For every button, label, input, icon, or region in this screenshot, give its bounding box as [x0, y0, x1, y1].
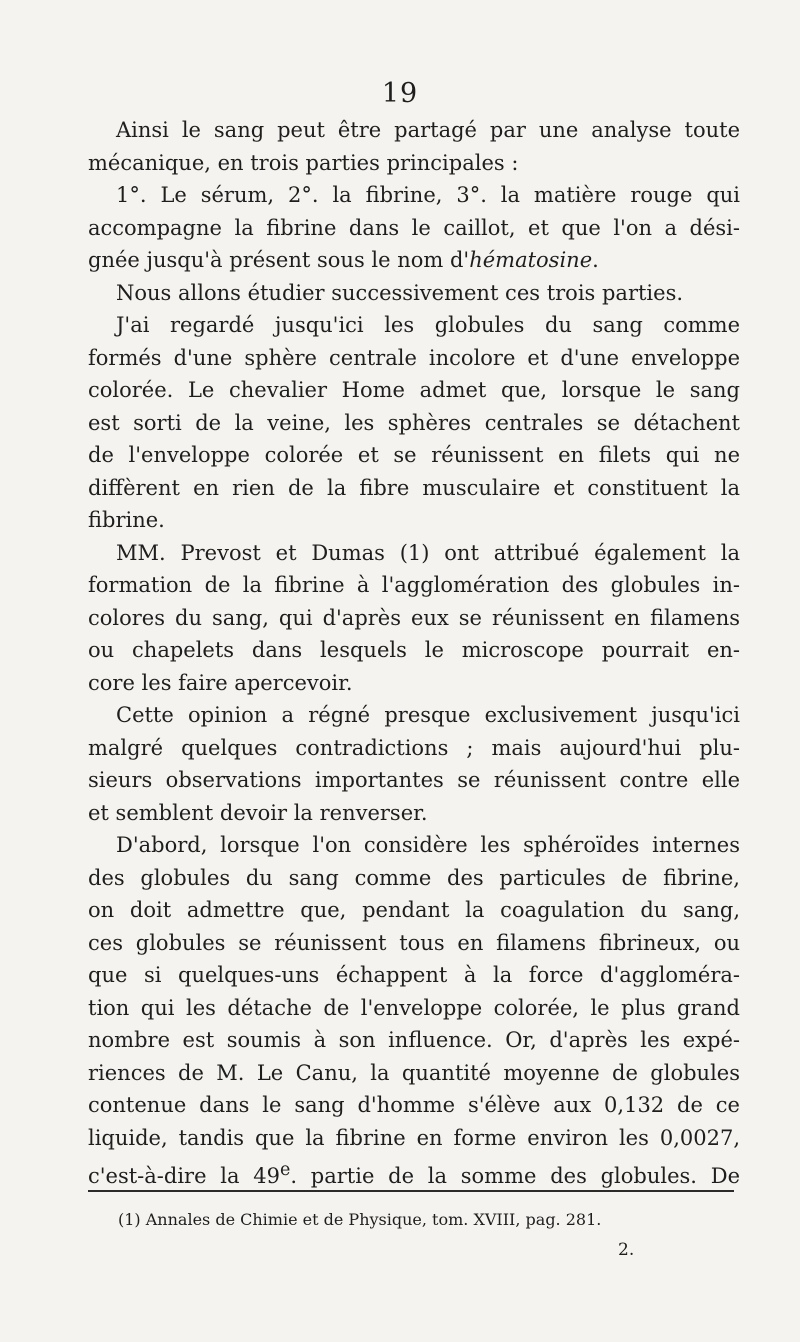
- text-line: liquide, tandis que la fibrine en forme environ les 0,0027,: [88, 1125, 740, 1150]
- page-number: 19: [381, 78, 419, 109]
- text-line: Nous allons étudier successivement ces trois parties.: [116, 280, 684, 305]
- text-line: tion qui les détache de l'enveloppe colorée, le plus grand: [88, 995, 740, 1020]
- text-fragment: c'est-à-dire la 49: [88, 1164, 280, 1188]
- text-line: MM. Prevost et Dumas (1) ont attribué également la: [116, 540, 740, 565]
- text-line: core les faire apercevoir.: [88, 670, 353, 695]
- text-line: [88, 244, 740, 277]
- text-line: contenue dans le sang d'homme s'élève aux 0,132 de ce: [88, 1093, 740, 1117]
- text-line: sieurs observations importantes se réunissent contre elle: [88, 768, 740, 792]
- text-line: et semblent devoir la renverser.: [88, 800, 428, 825]
- signature-mark: 2.: [618, 1240, 635, 1260]
- text-line: fibrine.: [88, 508, 165, 532]
- text-line: malgré quelques contradictions ; mais aujourd'hui plu-: [88, 735, 740, 760]
- text-line: ces globules se réunissent tous en filamens fibrineux, ou: [88, 930, 740, 955]
- text-line: est sorti de la veine, les sphères centrales se détachent: [88, 410, 740, 435]
- text-line: mécanique, en trois parties principales :: [88, 150, 519, 175]
- text-line: J'ai regardé jusqu'ici les globules du sang comme: [116, 313, 740, 337]
- text-line: que si quelques-uns échappent à la force d'aggloméra-: [88, 963, 740, 987]
- text-fragment: .: [592, 248, 599, 272]
- text-line: on doit admettre que, pendant la coagulation du sang,: [88, 898, 740, 922]
- text-line: colorée. Le chevalier Home admet que, lorsque le sang: [88, 378, 740, 402]
- italic-term: hématosine: [469, 248, 593, 272]
- text-fragment: gnée jusqu'à présent sous le nom d': [88, 248, 470, 272]
- text-line: colores du sang, qui d'après eux se réunissent en filamens: [88, 605, 740, 630]
- text-fragment: . partie de la somme des globules. De: [290, 1164, 741, 1188]
- text-line: Ainsi le sang peut être partagé par une analyse toute: [116, 118, 740, 142]
- text-line: Cette opinion a régné presque exclusivement jusqu'ici: [116, 703, 740, 727]
- text-line: nombre est soumis à son influence. Or, d'après les expé-: [88, 1028, 740, 1052]
- text-line: diffèrent en rien de la fibre musculaire et constituent la: [88, 475, 740, 500]
- superscript: e: [280, 1160, 291, 1180]
- text-line: de l'enveloppe colorée et se réunissent en filets qui ne: [88, 443, 740, 467]
- footnote: (1) Annales de Chimie et de Physique, tom. XVIII, pag. 281.: [118, 1210, 602, 1229]
- text-line: [88, 1154, 740, 1187]
- footnote-rule: [88, 1190, 734, 1192]
- text-line: D'abord, lorsque l'on considère les sphéroïdes internes: [116, 833, 740, 857]
- text-line: formés d'une sphère centrale incolore et d'une enveloppe: [88, 345, 740, 370]
- text-line: 1°. Le sérum, 2°. la fibrine, 3°. la matière rouge qui: [116, 183, 740, 207]
- body-text: [88, 114, 740, 1187]
- text-line: ou chapelets dans lesquels le microscope pourrait en-: [88, 638, 740, 662]
- text-line: formation de la fibrine à l'agglomération des globules in-: [88, 573, 740, 597]
- text-line: des globules du sang comme des particules de fibrine,: [88, 865, 740, 890]
- text-line: accompagne la fibrine dans le caillot, et que l'on a dési-: [88, 215, 740, 240]
- text-line: riences de M. Le Canu, la quantité moyenne de globules: [88, 1060, 740, 1085]
